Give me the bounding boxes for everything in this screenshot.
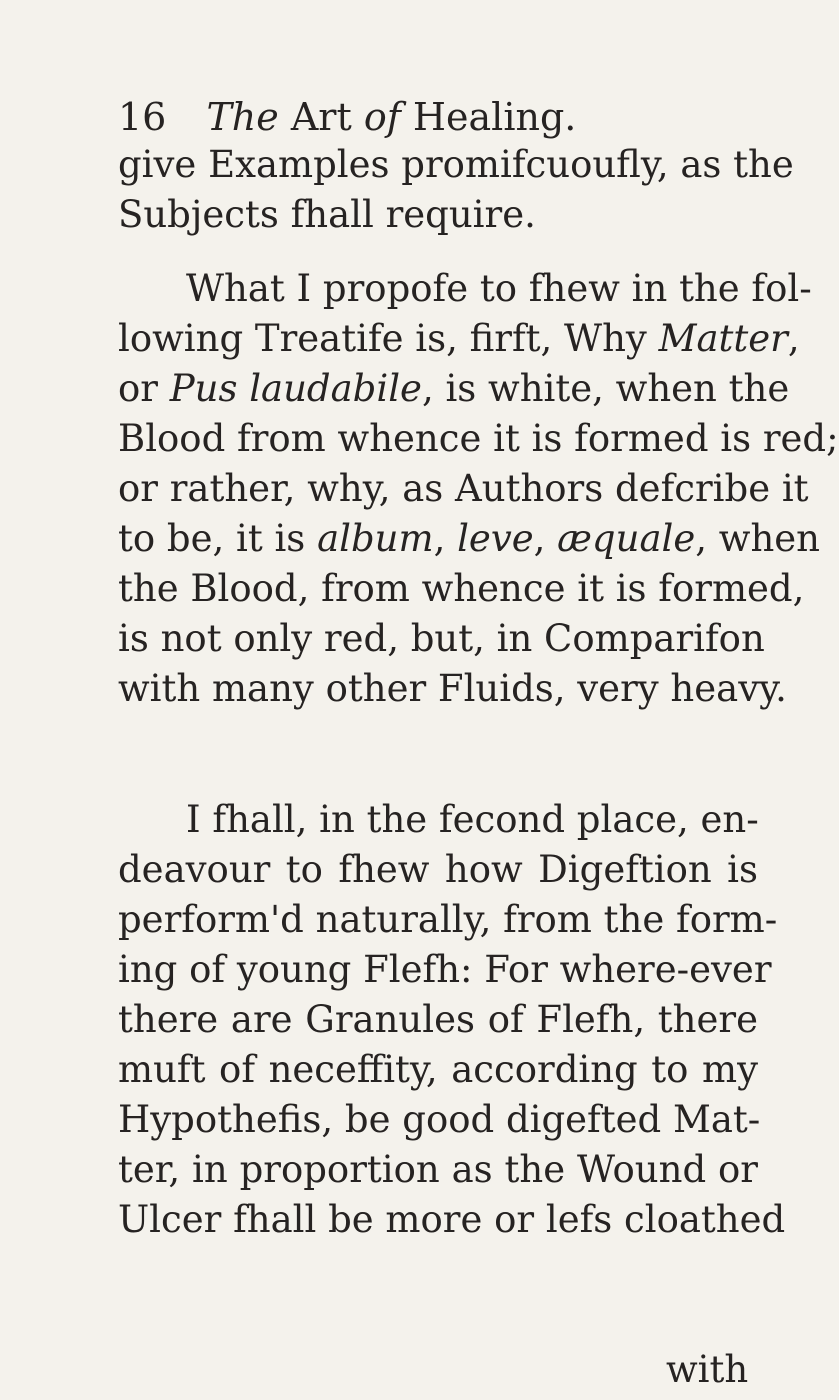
header-title-art: Art (290, 95, 352, 139)
italic-word: Matter (658, 317, 788, 360)
text-line: Ulcer fhall be more or lefs cloathed (118, 1198, 786, 1241)
italic-word: album (317, 517, 434, 560)
text-line: Subjects fhall require. (118, 193, 536, 236)
text-line: lowing Treatife is, firft, Why Matter, (118, 317, 800, 360)
text-line: or Pus laudabile, is white, when the (118, 367, 790, 410)
running-header (118, 92, 576, 142)
header-title-the: The (206, 95, 279, 139)
text-line: is not only red, but, in Comparifon (118, 617, 765, 660)
text-line: perform'd naturally, from the form- (118, 898, 778, 941)
italic-word: æquale (557, 517, 696, 560)
text-line: or rather, why, as Authors defcribe it (118, 467, 809, 510)
text-line: I fhall, in the fecond place, en- (186, 798, 759, 841)
header-title-of: of (363, 95, 401, 139)
text-line: there are Granules of Flefh, there (118, 998, 758, 1041)
text-line: the Blood, from whence it is formed, (118, 567, 805, 610)
text-line: Blood from whence it is formed is red; (118, 417, 839, 460)
text-line: deavour to fhew how Digeftion is (118, 848, 758, 891)
text-line: to be, it is album, leve, æquale, when (118, 517, 820, 560)
catchword: with (666, 1348, 749, 1391)
text-line: ter, in proportion as the Wound or (118, 1148, 758, 1191)
paragraph-3 (118, 795, 786, 1245)
text-line: ing of young Flefh: For where-ever (118, 948, 772, 991)
text-line: Hypothefis, be good digefted Mat- (118, 1098, 761, 1141)
italic-word: Pus laudabile (169, 367, 422, 410)
text-line: with many other Fluids, very heavy. (118, 667, 787, 710)
header-title-healing: Healing. (412, 95, 577, 139)
page-number: 16 (118, 95, 167, 139)
paragraph-2 (118, 264, 839, 714)
text-line: What I propofe to fhew in the fol- (186, 267, 812, 310)
text-line: muft of neceffity, according to my (118, 1048, 758, 1091)
text-line: give Examples promifcuoufly, as the (118, 143, 794, 186)
paragraph-1 (118, 140, 794, 240)
italic-word: leve (457, 517, 534, 560)
